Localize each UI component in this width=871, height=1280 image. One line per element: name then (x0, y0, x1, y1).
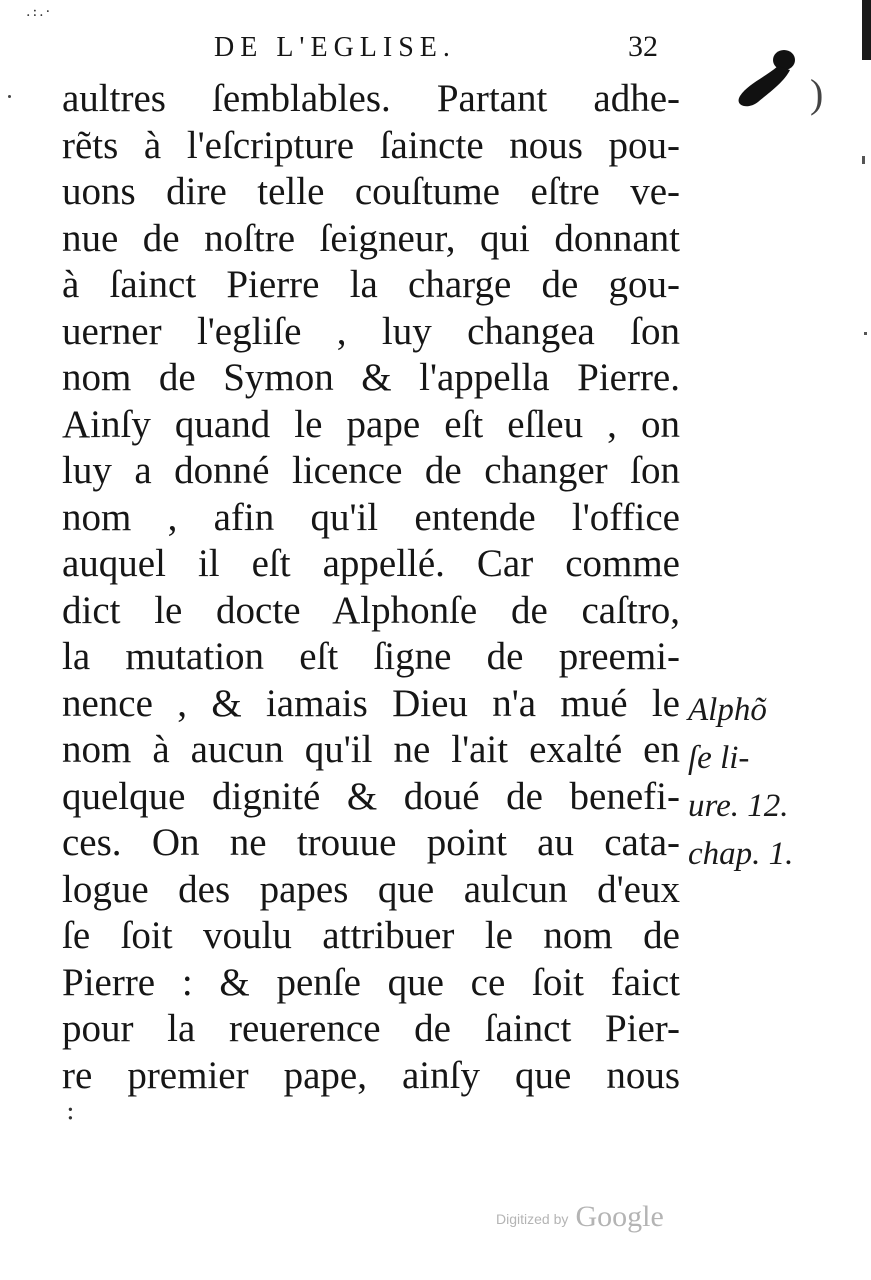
ink-blot-icon (734, 44, 804, 114)
body-text (62, 76, 692, 1099)
margin-note-line: ure. 12. (688, 788, 789, 824)
text-line: la mutation eſt ſigne de preemi- (62, 635, 680, 678)
text-line: quelque dignité & doué de benefi- (62, 774, 680, 818)
edge-speckle: .:.· (26, 4, 53, 20)
text-line: nom de Symon & l'appella Pierre. (62, 356, 680, 399)
text-line: uons dire telle couſtume eſtre ve- (62, 170, 680, 213)
speck-mark (864, 332, 867, 335)
margin-note-line: chap. 1. (688, 836, 794, 872)
page-number: 32 (628, 30, 658, 63)
text-line: luy a donné licence de changer ſon (62, 449, 680, 492)
speck-mark (8, 95, 11, 98)
page-edge-shadow (862, 0, 871, 60)
watermark-brand: Google (575, 1200, 664, 1233)
text-line: Ainſy quand le pape eſt eſleu , on (62, 402, 680, 446)
text-line: uerner l'egliſe , luy changea ſon (62, 309, 680, 353)
text-line: aultres ſemblables. Partant adhe- (62, 77, 680, 120)
text-line: logue des papes que aulcun d'eux (62, 867, 680, 911)
text-line: nue de noſtre ſeigneur, qui donnant (62, 216, 680, 260)
stray-bracket-mark: ) (810, 71, 824, 116)
text-line: nom , afin qu'il entende l'office (62, 495, 680, 539)
text-line: pour la reuerence de ſainct Pier- (62, 1007, 680, 1050)
stray-mark: : (66, 1096, 75, 1126)
text-line: ces. On ne trouue point au cata- (62, 821, 680, 864)
text-line: à ſainct Pierre la charge de gou- (62, 263, 680, 306)
text-line: rẽts à l'eſcripture ſaincte nous pou- (62, 123, 680, 167)
text-line: nence , & iamais Dieu n'a mué le (62, 681, 680, 725)
text-line: dict le docte Alphonſe de caſtro, (62, 588, 680, 632)
margin-note-line: ſe li- (688, 740, 750, 776)
text-line: Pierre : & penſe que ce ſoit faict (62, 960, 680, 1004)
margin-note-line: Alphõ (688, 692, 767, 728)
text-line: auquel il eſt appellé. Car comme (62, 542, 680, 585)
running-head: DE L'EGLISE. (214, 32, 456, 63)
speck-mark (862, 156, 865, 164)
text-line: re premier pape, ainſy que nous (62, 1053, 680, 1097)
watermark-prefix: Digitized by (496, 1211, 569, 1227)
margin-note (688, 686, 793, 878)
digitization-watermark (496, 1200, 664, 1234)
text-line: nom à aucun qu'il ne l'ait exalté en (62, 728, 680, 771)
text-line: ſe ſoit voulu attribuer le nom de (62, 914, 680, 957)
